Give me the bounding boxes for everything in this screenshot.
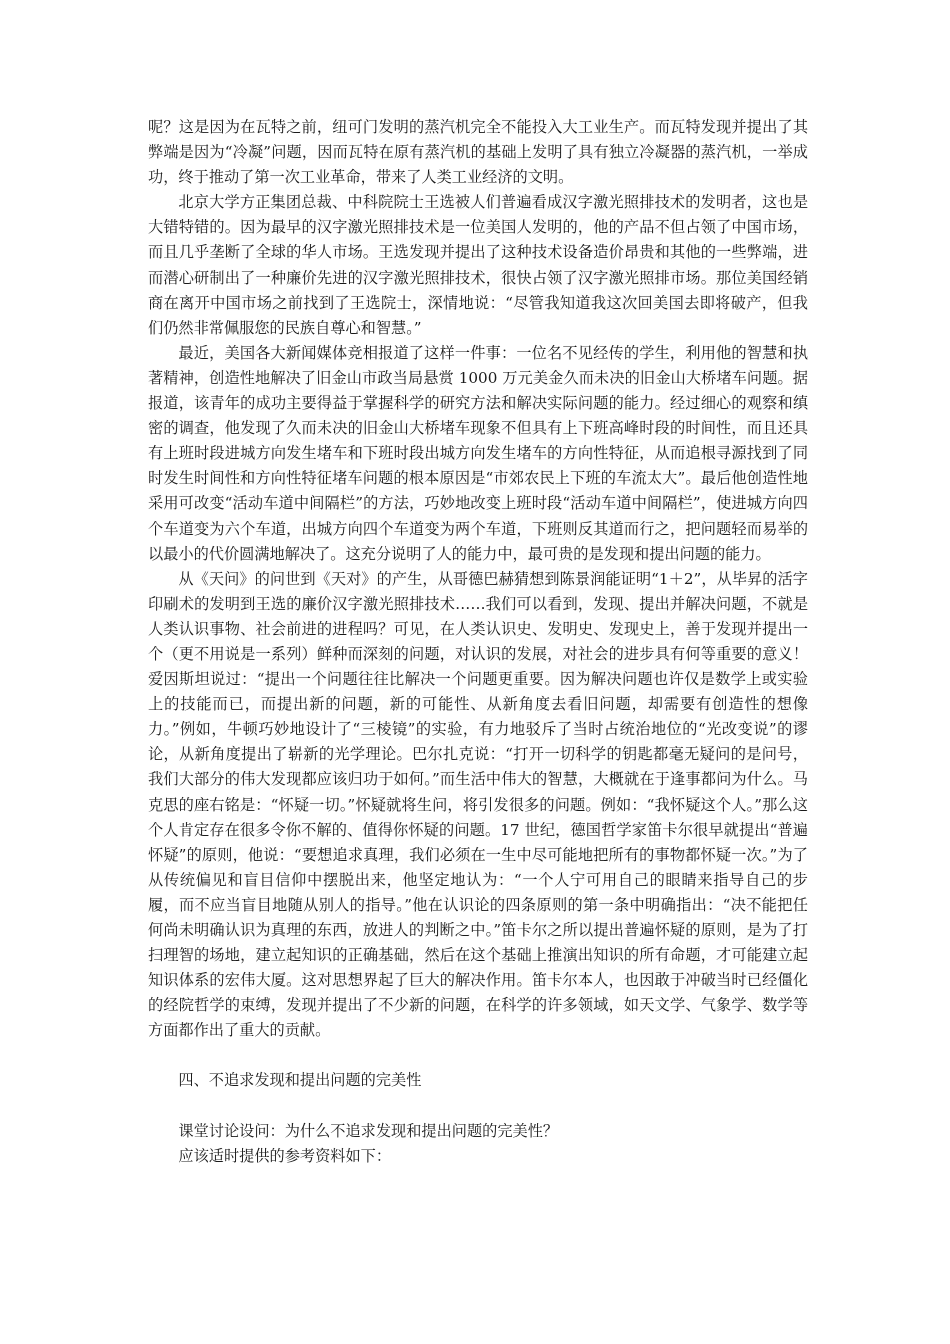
section-heading: 四、不追求发现和提出问题的完美性 <box>178 1071 422 1090</box>
document-page <box>148 115 808 1169</box>
paragraph-questioning: 从《天问》的问世到《天对》的产生，从哥德巴赫猜想到陈景润能证明“1＋2”，从毕昇的活字印刷术的发明到王选的廉价汉字激光照排技术……我们可以看到，发现、提出并解决问题，不就是人类认识事物、社会前进的进程吗？可见，在人类认识史、发明史、发现史上，善于发现并提出一个（更不用说是一系列）鲜种而深刻的问题，对认识的发展，对社会的进步具有何等重要的意义！爱因斯坦说过：“提出一个问题往往比解决一个问题更重要。因为解决问题也许仅是数学上或实验上的技能而已，而提出新的问题，新的可能性、从新角度去看旧问题，却需要有创造性的想像力。”例如，牛顿巧妙地设计了“三棱镜”的实验，有力地驳斥了当时占统治地位的“光改变说”的谬论，从新角度提出了崭新的光学理论。巴尔扎克说：“打开一切科学的钥匙都毫无疑问的是问号，我们大部分的伟大发现都应该归功于如何。”而生活中伟大的智慧，大概就在于逢事都问为什么。马克思的座右铭是：“怀疑一切。”怀疑就将生问，将引发很多的问题。例如：“我怀疑这个人。”那么这个人肯定存在很多令你不解的、值得你怀疑的问题。17 世纪，德国哲学家笛卡尔很早就提出“普遍怀疑”的原则，他说：“要想追求真理，我们必须在一生中尽可能地把所有的事物都怀疑一次。”为了从传统偏见和盲目信仰中摆脱出来，他坚定地认为：“一个人宁可用自己的眼睛来指导自己的步履，而不应当盲目地随从别人的指导。”他在认识论的四条原则的第一条中明确指出：“决不能把任何尚未明确认识为真理的东西，放进人的判断之中。”笛卡尔之所以提出普遍怀疑的原则，是为了打扫理智的场地，建立起知识的正确基础，然后在这个基础上推演出知识的所有命题，才可能建立起知识体系的宏伟大厦。这对思想界起了巨大的解决作用。笛卡尔本人，也因敢于冲破当时已经僵化的经院哲学的束缚，发现并提出了不少新的问题，在科学的许多领域，如天文学、气象学、数学等方面都作出了重大的贡献。 <box>148 569 808 1040</box>
paragraph-watt: 呢？这是因为在瓦特之前，纽可门发明的蒸汽机完全不能投入大工业生产。而瓦特发现并提出了其弊端是因为“冷凝”问题，因而瓦特在原有蒸汽机的基础上发明了具有独立冷凝器的蒸汽机，一举成功，终于推动了第一次工业革命，带来了人类工业经济的文明。 <box>148 118 808 187</box>
paragraph-golden-gate-traffic: 最近，美国各大新闻媒体竞相报道了这样一件事：一位名不见经传的学生，利用他的智慧和执著精神，创造性地解决了旧金山市政当局悬赏 1000 万元美金久而未决的旧金山大桥堵车问题。据报道，该青年的成功主要得益于掌握科学的研究方法和解决实际问题的能力。经过细心的观察和缜密的调查，他发现了久而未决的旧金山大桥堵车现象不但具有上下班高峰时段的时间性，而且还具有上班时段进城方向发生堵车和下班时段出城方向发生堵车的方向性特征，从而追根寻源找到了同时发生时间性和方向性特征堵车问题的根本原因是“市郊农民上下班的车流太大”。最后他创造性地采用可改变“活动车道中间隔栏”的方法，巧妙地改变上班时段“活动车道中间隔栏”，使进城方向四个车道变为六个车道，出城方向四个车道变为两个车道，下班则反其道而行之，把问题轻而易举的以最小的代价圆满地解决了。这充分说明了人的能力中，最可贵的是发现和提出问题的能力。 <box>148 343 808 563</box>
discussion-question: 课堂讨论设问：为什么不追求发现和提出问题的完美性？ <box>178 1121 559 1140</box>
paragraph-wang-xuan: 北京大学方正集团总裁、中科院院士王选被人们普遍看成汉字激光照排技术的发明者，这也是大错特错的。因为最早的汉字激光照排技术是一位美国人发明的，他的产品不但占领了中国市场，而且几乎垄断了全球的华人市场。王选发现并提出了这种技术设备造价昂贵和其他的一些弊端，进而潜心研制出了一种廉价先进的汉字激光照排技术，很快占领了汉字激光照排市场。那位美国经销商在离开中国市场之前找到了王选院士，深情地说：“尽管我知道我这次回美国去即将破产，但我们仍然非常佩服您的民族自尊心和智慧。” <box>148 193 808 337</box>
reference-note: 应该适时提供的参考资料如下： <box>178 1146 392 1165</box>
